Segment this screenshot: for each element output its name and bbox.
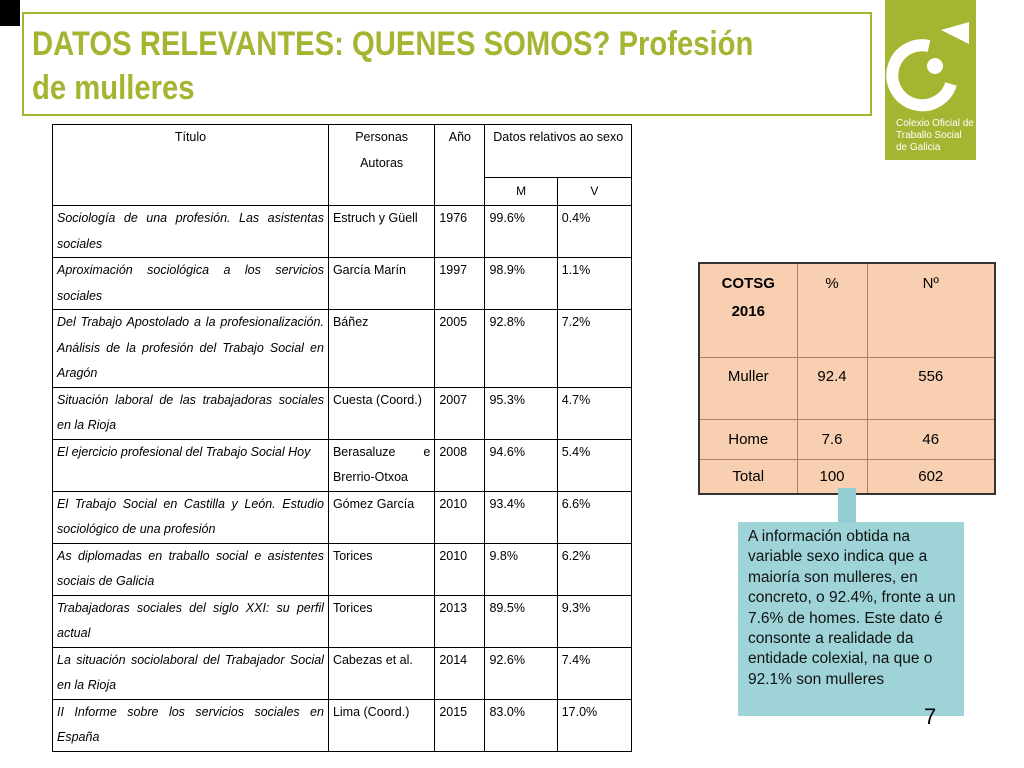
row-ano: 2013 — [435, 595, 485, 647]
row-m: 93.4% — [485, 491, 557, 543]
table-row — [53, 310, 632, 388]
row-titulo: El ejercicio profesional del Trabajo Social Hoy — [53, 439, 329, 491]
table-row — [53, 647, 632, 699]
row-autores: Lima (Coord.) — [328, 699, 434, 751]
row-autores: Cabezas et al. — [328, 647, 434, 699]
cotsg-row-pct: 92.4 — [797, 358, 867, 420]
row-m: 92.6% — [485, 647, 557, 699]
row-v: 0.4% — [557, 206, 631, 258]
row-autores: Torices — [328, 543, 434, 595]
table-row — [53, 595, 632, 647]
header-m: M — [485, 178, 557, 206]
header-titulo: Título — [53, 125, 329, 206]
table-row — [53, 491, 632, 543]
header-ano: Año — [435, 125, 485, 206]
row-ano: 1997 — [435, 258, 485, 310]
table-row — [53, 258, 632, 310]
row-titulo: Sociología de una profesión. Las asistentas sociales — [53, 206, 329, 258]
title-line-1: DATOS RELEVANTES: QUENES SOMOS? Profesión — [32, 25, 754, 63]
table-row — [53, 206, 632, 258]
row-v: 7.2% — [557, 310, 631, 388]
cotsg-row — [699, 358, 995, 420]
row-ano: 2010 — [435, 491, 485, 543]
row-autores: Torices — [328, 595, 434, 647]
row-titulo: Trabajadoras sociales del siglo XXI: su perfil actual — [53, 595, 329, 647]
page-title — [32, 22, 753, 110]
title-box — [22, 12, 872, 116]
logo-text — [896, 118, 974, 154]
logo-line-1: Colexio Oficial de — [896, 118, 974, 129]
row-titulo: As diplomadas en traballo social e asistentes sociais de Galicia — [53, 543, 329, 595]
row-v: 1.1% — [557, 258, 631, 310]
row-titulo: Situación laboral de las trabajadoras sociales en la Rioja — [53, 387, 329, 439]
row-v: 4.7% — [557, 387, 631, 439]
row-m: 94.6% — [485, 439, 557, 491]
logo-line-2: Traballo Social — [896, 130, 962, 141]
cotsg-table — [698, 262, 996, 495]
cotsg-row-num: 556 — [867, 358, 995, 420]
row-ano: 2007 — [435, 387, 485, 439]
row-v: 6.6% — [557, 491, 631, 543]
row-m: 99.6% — [485, 206, 557, 258]
cotsg-header-pct: % — [797, 263, 867, 358]
row-autores: Cuesta (Coord.) — [328, 387, 434, 439]
cotsg-row-num: 602 — [867, 460, 995, 494]
table-row — [53, 699, 632, 751]
studies-table — [52, 124, 632, 752]
table-row — [53, 543, 632, 595]
header-datos: Datos relativos ao sexo — [485, 125, 632, 178]
cotsg-row-pct: 100 — [797, 460, 867, 494]
table-row — [53, 439, 632, 491]
callout-connector — [838, 488, 856, 524]
row-m: 9.8% — [485, 543, 557, 595]
row-v: 9.3% — [557, 595, 631, 647]
cotsg-header-num: Nº — [867, 263, 995, 358]
colexio-logo — [885, 0, 976, 160]
cotsg-header-label: COTSG 2016 — [699, 263, 797, 358]
cotsg-row-label: Total — [699, 460, 797, 494]
row-m: 92.8% — [485, 310, 557, 388]
cotsg-row-num: 46 — [867, 420, 995, 460]
row-titulo: II Informe sobre los servicios sociales en España — [53, 699, 329, 751]
cotsg-row-label: Home — [699, 420, 797, 460]
info-callout: A información obtida na variable sexo indica que a maioría son mulleres, en concreto, o 92.4%, fronte a un 7.6% de homes. Este dato é consonte a realidade da entidade colexial, na que o 92.1% son mulleres — [738, 522, 964, 716]
row-titulo: La situación sociolaboral del Trabajador Social en la Rioja — [53, 647, 329, 699]
title-line-2: de mulleres — [32, 69, 195, 107]
row-v: 6.2% — [557, 543, 631, 595]
row-autores: García Marín — [328, 258, 434, 310]
row-ano: 2008 — [435, 439, 485, 491]
row-m: 83.0% — [485, 699, 557, 751]
corner-mark — [0, 0, 20, 26]
logo-c-mark-icon — [885, 0, 976, 112]
row-ano: 2005 — [435, 310, 485, 388]
logo-line-3: de Galicia — [896, 142, 941, 153]
cotsg-row-pct: 7.6 — [797, 420, 867, 460]
cotsg-row — [699, 420, 995, 460]
cotsg-row-label: Muller — [699, 358, 797, 420]
row-titulo: El Trabajo Social en Castilla y León. Estudio sociológico de una profesión — [53, 491, 329, 543]
row-autores: Estruch y Güell — [328, 206, 434, 258]
row-autores: Gómez García — [328, 491, 434, 543]
row-ano: 2014 — [435, 647, 485, 699]
row-titulo: Aproximación sociológica a los servicios sociales — [53, 258, 329, 310]
header-v: V — [557, 178, 631, 206]
row-autores: Berasaluze e Brerrio-Otxoa — [328, 439, 434, 491]
row-m: 98.9% — [485, 258, 557, 310]
page-number: 7 — [924, 704, 937, 729]
row-autores: Báñez — [328, 310, 434, 388]
row-m: 95.3% — [485, 387, 557, 439]
row-v: 5.4% — [557, 439, 631, 491]
row-v: 17.0% — [557, 699, 631, 751]
row-ano: 2015 — [435, 699, 485, 751]
header-personas: Personas Autoras — [328, 125, 434, 206]
row-m: 89.5% — [485, 595, 557, 647]
row-ano: 1976 — [435, 206, 485, 258]
row-v: 7.4% — [557, 647, 631, 699]
row-ano: 2010 — [435, 543, 485, 595]
table-row — [53, 387, 632, 439]
row-titulo: Del Trabajo Apostolado a la profesionalización. Análisis de la profesión del Trabajo Social en Aragón — [53, 310, 329, 388]
